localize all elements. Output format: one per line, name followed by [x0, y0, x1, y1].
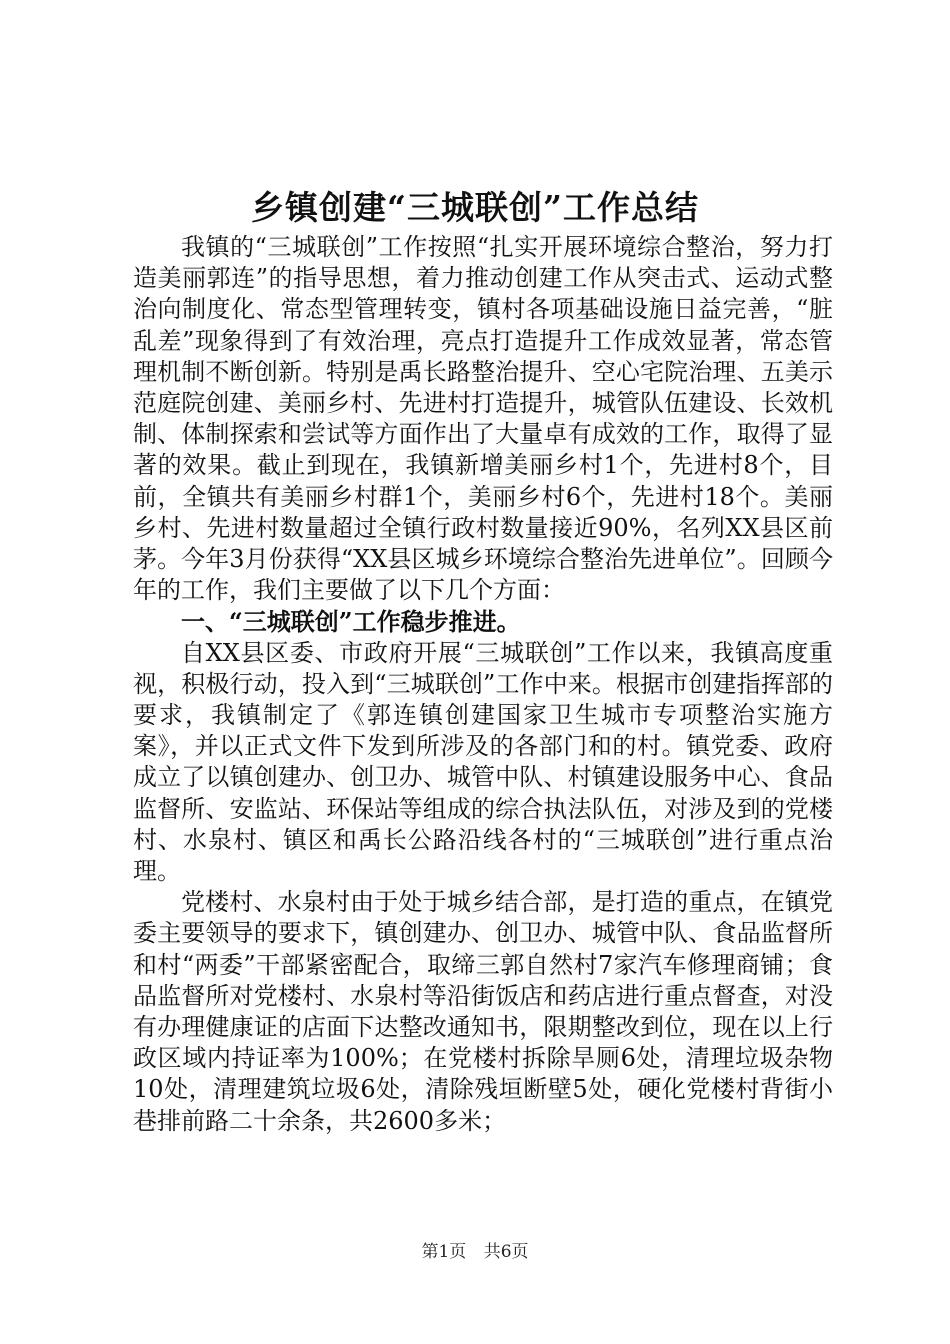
intro-paragraph: 我镇的“三城联创”工作按照“扎实开展环境综合整治，努力打造美丽郭连”的指导思想，着力推动创建工作从突击式、运动式整治向制度化、常态型管理转变，镇村各项基础设施日益完善，“脏乱差”现象得到了有效治理，亮点打造提升工作成效显著，常态管理机制不断创新。特别是禹长路整治提升、空心宅院治理、五美示范庭院创建、美丽乡村、先进村打造提升，城管队伍建设、长效机制、体制探索和尝试等方面作出了大量卓有成效的工作，取得了显著的效果。截止到现在，我镇新增美丽乡村1个，先进村8个，目前，全镇共有美丽乡村群1个，美丽乡村6个，先进村18个。美丽乡村、先进村数量超过全镇行政村数量接近90%，名列XX县区前茅。今年3月份获得“XX县区城乡环境综合整治先进单位”。回顾今年的工作，我们主要做了以下几个方面：	[133, 233, 833, 605]
page-number-current: 第1页	[421, 1242, 467, 1262]
document-title: 乡镇创建“三城联创”工作总结	[251, 188, 699, 227]
body-paragraph: 自XX县区委、市政府开展“三城联创”工作以来，我镇高度重视，积极行动，投入到“三城联创”工作中来。根据市创建指挥部的要求，我镇制定了《郭连镇创建国家卫生城市专项整治实施方案》，并以正式文件下发到所涉及的各部门和的村。镇党委、政府成立了以镇创建办、创卫办、城管中队、村镇建设服务中心、食品监督所、安监站、环保站等组成的综合执法队伍，对涉及到的党楼村、水泉村、镇区和禹长公路沿线各村的“三城联创”进行重点治理。	[133, 638, 833, 886]
page-footer	[0, 1240, 950, 1264]
body-paragraph: 党楼村、水泉村由于处于城乡结合部，是打造的重点，在镇党委主要领导的要求下，镇创建办、创卫办、城管中队、食品监督所和村“两委”干部紧密配合，取缔三郭自然村7家汽车修理商铺；食品监督所对党楼村、水泉村等沿街饭店和药店进行重点督查，对没有办理健康证的店面下达整改通知书，限期整改到位，现在以上行政区域内持证率为100%；在党楼村拆除旱厕6处，清理垃圾杂物10处，清理建筑垃圾6处，清除残垣断壁5处，硬化党楼村背街小巷排前路二十余条，共2600多米；	[133, 888, 833, 1135]
document-body	[133, 232, 833, 1137]
page-number-total: 共6页	[483, 1242, 529, 1262]
section-heading: 一、“三城联创”工作稳步推进。	[181, 607, 521, 637]
